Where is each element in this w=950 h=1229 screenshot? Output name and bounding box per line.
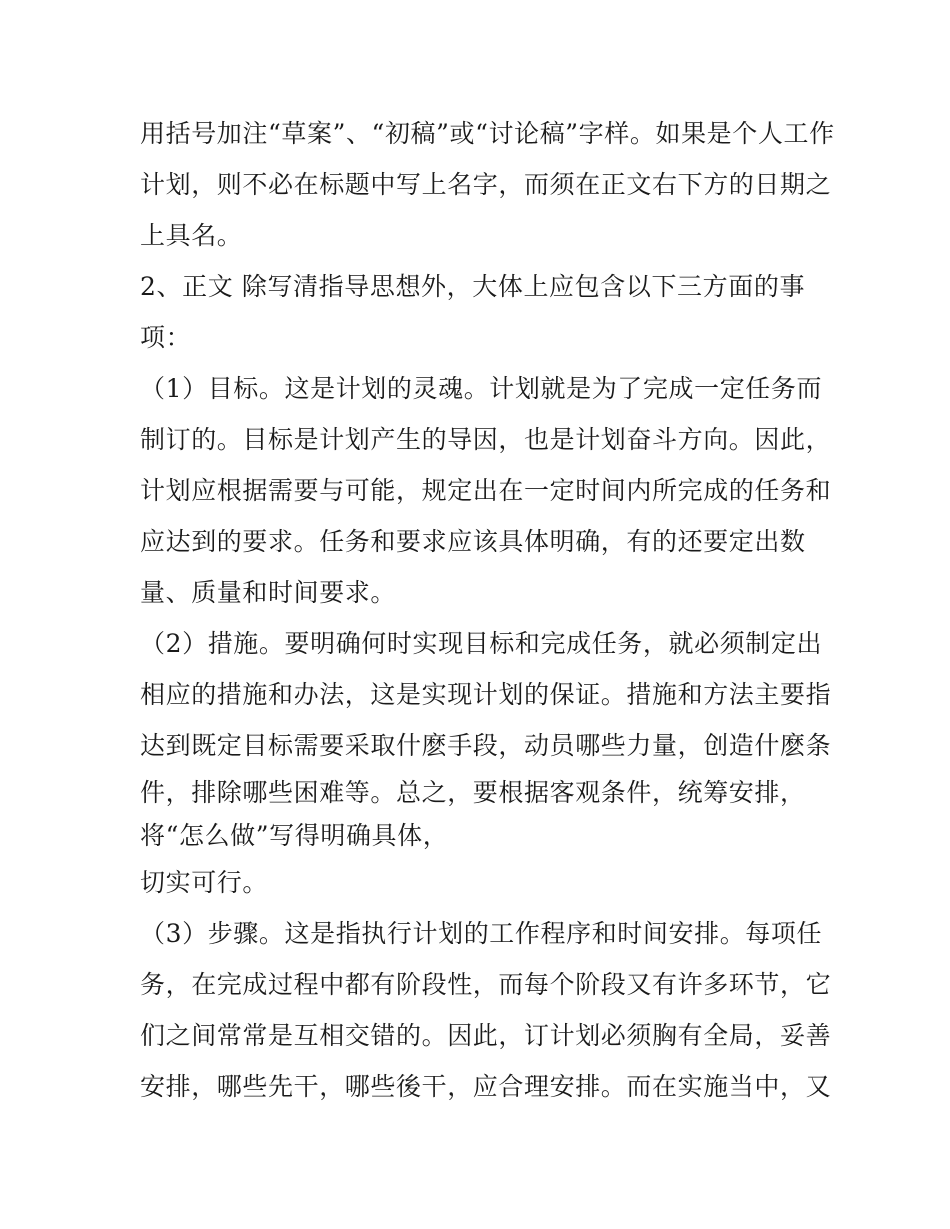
text-line: （2）措施。要明确何时实现目标和完成任务，就必须制定出 [140, 629, 823, 658]
text-line: 相应的措施和办法，这是实现计划的保证。措施和方法主要指 [140, 680, 832, 709]
text-line: （3）步骤。这是指执行计划的工作程序和时间安排。每项任 [140, 919, 823, 948]
text-line: 项： [140, 323, 192, 352]
text-line: 2、正文 除写清指导思想外，大体上应包含以下三方面的事 [140, 272, 806, 301]
text-line: 量、质量和时间要求。 [140, 578, 397, 607]
text-line: （1）目标。这是计划的灵魂。计划就是为了完成一定任务而 [140, 374, 823, 403]
text-line: 件，排除哪些困难等。总之，要根据客观条件，统筹安排， [140, 778, 806, 807]
text-line: 达到既定目标需要采取什麽手段，动员哪些力量，创造什麽条 [140, 731, 832, 760]
text-line: 上具名。 [140, 221, 243, 250]
text-line: 安排，哪些先干，哪些後干，应合理安排。而在实施当中，又 [140, 1072, 832, 1101]
text-line: 们之间常常是互相交错的。因此，订计划必须胸有全局，妥善 [140, 1021, 832, 1050]
text-line: 计划应根据需要与可能，规定出在一定时间内所完成的任务和 [140, 476, 832, 505]
text-line: 将“怎么做”写得明确具体， [140, 821, 449, 850]
text-line: 用括号加注“草案”、“初稿”或“讨论稿”字样。如果是个人工作 [140, 119, 835, 148]
text-line: 务，在完成过程中都有阶段性，而每个阶段又有许多环节，它 [140, 970, 832, 999]
text-line: 制订的。目标是计划产生的导因，也是计划奋斗方向。因此， [140, 425, 832, 454]
text-line: 计划，则不必在标题中写上名字，而须在正文右下方的日期之 [140, 170, 832, 199]
text-line: 应达到的要求。任务和要求应该具体明确，有的还要定出数 [140, 527, 806, 556]
document-body [140, 108, 835, 1112]
text-line: 切实可行。 [140, 868, 269, 897]
